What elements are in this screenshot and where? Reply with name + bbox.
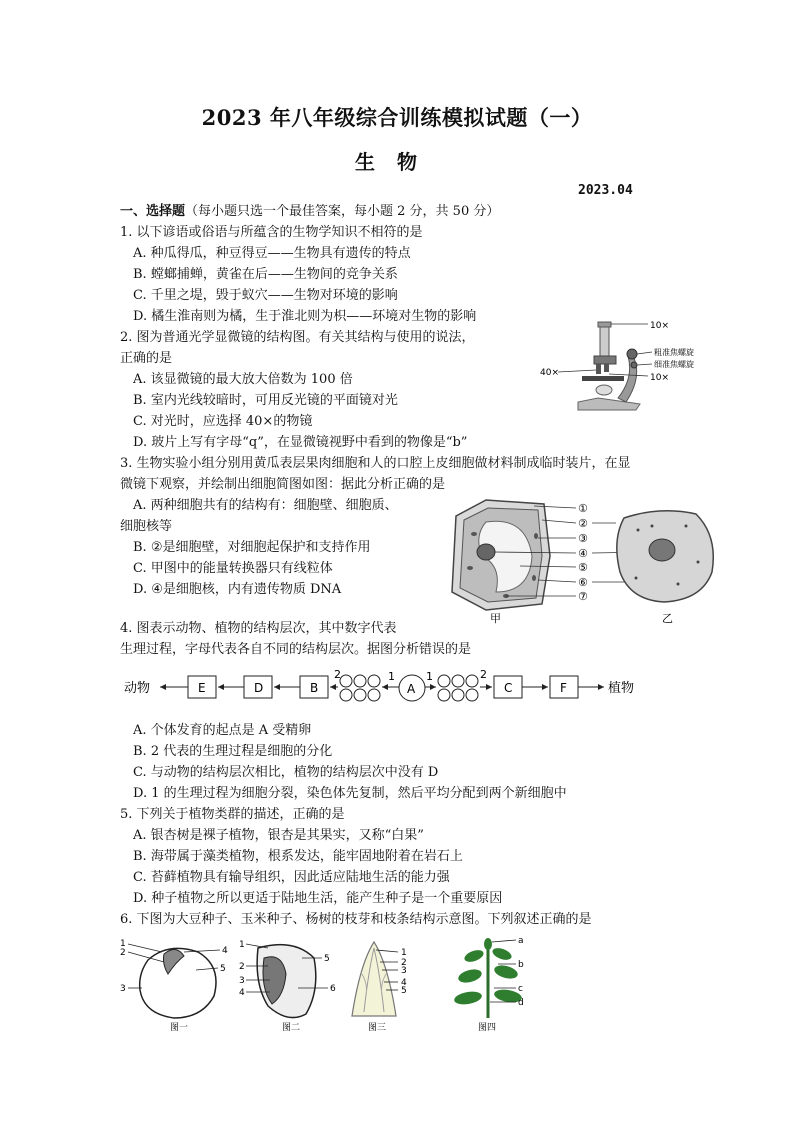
bud <box>352 942 396 1016</box>
section-heading <box>120 203 499 220</box>
num-2-left: 2 <box>334 668 341 681</box>
q1-stem: 1. 以下谚语或俗语与所蕴含的生物学知识不相符的是 <box>120 225 423 240</box>
cell-label-yi: 乙 <box>662 612 673 624</box>
q3-option-c: C. 甲图中的能量转换器只有线粒体 <box>133 561 333 576</box>
section-title: 一、选择题 <box>120 204 186 219</box>
eyepiece <box>598 322 611 327</box>
q5-stem: 5. 下列关于植物类群的描述，正确的是 <box>120 807 345 822</box>
cell-figure <box>446 496 726 624</box>
subject-title <box>0 146 794 175</box>
q4-option-b: B. 2 代表的生理过程是细胞的分化 <box>133 744 333 759</box>
cell-label-7: ⑦ <box>578 590 588 603</box>
chloroplast <box>534 533 538 539</box>
microscope-tube <box>600 326 609 356</box>
fine-knob <box>631 362 637 368</box>
q2-stem-line1: 2. 图为普通光学显微镜的结构图。有关其结构与使用的说法， <box>120 330 475 345</box>
mirror <box>596 385 612 395</box>
q2-option-d: D. 玻片上写有字母“q”，在显微镜视野中看到的物像是“b” <box>133 435 468 450</box>
box-b-label: B <box>310 681 319 695</box>
num-2-right: 2 <box>480 668 487 681</box>
fig3-num-5: 5 <box>401 986 407 996</box>
exam-date: 2023.04 <box>578 183 633 198</box>
box-d-label: D <box>254 681 264 695</box>
q4-stem-line1: 4. 图表示动物、植物的结构层次，其中数字代表 <box>120 621 397 636</box>
q2-option-b: B. 室内光线较暗时，可用反光镜的平面镜对光 <box>133 393 398 408</box>
q3-option-b: B. ②是细胞壁，对细胞起保护和支持作用 <box>133 540 371 555</box>
num-1-right: 1 <box>426 670 433 683</box>
q2-option-a: A. 该显微镜的最大放大倍数为 100 倍 <box>133 372 353 387</box>
cell-label-1: ① <box>578 502 588 515</box>
fig4-letter-d: d <box>518 998 524 1008</box>
fig1-num-4: 4 <box>222 946 228 956</box>
box-c-label: C <box>504 681 513 695</box>
microscope-base <box>578 398 640 410</box>
q3-stem-line2: 微镜下观察，并绘制出细胞简图如图：据此分析正确的是 <box>120 477 446 492</box>
fig4-letter-b: b <box>518 960 524 970</box>
fig3-num-2: 2 <box>401 958 407 968</box>
fig2-num-1: 1 <box>239 940 245 950</box>
microscope-figure <box>538 318 718 418</box>
objective-lens <box>596 364 601 374</box>
q4-option-d: D. 1 的生理过程为细胞分裂，染色体先复制，然后平均分配到两个新细胞中 <box>133 786 567 801</box>
fig2-num-2: 2 <box>239 962 245 972</box>
q5-option-b: B. 海带属于藻类植物，根系发达，能牢固地附着在岩石上 <box>133 849 463 864</box>
q5-option-a: A. 银杏树是裸子植物，银杏是其果实，又称“白果” <box>133 828 424 843</box>
label-coarse-knob: 粗准焦螺旋 <box>654 348 694 357</box>
box-f-label: F <box>560 681 567 695</box>
fig3-num-3: 3 <box>401 966 407 976</box>
cell-label-2: ② <box>578 517 588 530</box>
chloroplast <box>467 566 473 570</box>
q5-option-c: C. 苔藓植物具有输导组织，因此适应陆地生活的能力强 <box>133 870 450 885</box>
q1-option-b: B. 螳螂捕蝉，黄雀在后——生物间的竞争关系 <box>133 267 398 282</box>
label-fine-knob: 细准焦螺旋 <box>654 360 694 369</box>
fig1-num-1: 1 <box>120 939 126 949</box>
fig1-num-3: 3 <box>120 984 126 994</box>
q1-option-d: D. 橘生淮南则为橘，生于淮北则为枳——环境对生物的影响 <box>133 309 477 324</box>
fig2-num-5: 5 <box>324 954 330 964</box>
fig2-num-3: 3 <box>239 976 245 986</box>
q5-option-d: D. 种子植物之所以更适于陆地生活，能产生种子是一个重要原因 <box>133 891 503 906</box>
fig2-caption: 图二 <box>282 1023 301 1033</box>
cell-label-3: ③ <box>578 532 588 545</box>
label-animal: 动物 <box>124 681 151 696</box>
q4-stem-line2: 生理过程，字母代表各自不同的结构层次。据图分析错误的是 <box>120 642 472 657</box>
objective-lens <box>604 364 609 372</box>
cell-label-5: ⑤ <box>578 561 588 574</box>
nosepiece <box>594 356 616 364</box>
label-plant: 植物 <box>608 681 635 696</box>
terminal-bud <box>484 938 492 950</box>
fig3-caption: 图三 <box>368 1023 387 1033</box>
fig1-caption: 图一 <box>170 1023 189 1033</box>
circle-a-label: A <box>407 682 416 696</box>
q4-option-a: A. 个体发育的起点是 A 受精卵 <box>133 723 312 738</box>
fig3-num-1: 1 <box>401 948 407 958</box>
q4-option-c: C. 与动物的结构层次相比，植物的结构层次中没有 D <box>133 765 439 780</box>
q3-stem-line1: 3. 生物实验小组分别用黄瓜表层果肉细胞和人的口腔上皮细胞做材料制成临时装片，在显 <box>120 456 631 471</box>
fig3-num-4: 4 <box>401 978 407 988</box>
seed-figures <box>118 934 538 1034</box>
fig4-letter-c: c <box>518 984 523 994</box>
label-10x-top: 10× <box>650 321 669 331</box>
q3-option-a-line1: A. 两种细胞共有的结构有：细胞壁、细胞质、 <box>133 498 398 513</box>
label-10x-bottom: 10× <box>650 373 669 383</box>
q6-stem: 6. 下图为大豆种子、玉米种子、杨树的枝芽和枝条结构示意图。下列叙述正确的是 <box>120 912 592 927</box>
fig4-caption: 图四 <box>478 1023 497 1033</box>
q1-option-a: A. 种瓜得瓜，种豆得豆——生物具有遗传的特点 <box>133 246 411 261</box>
hierarchy-diagram <box>120 666 650 710</box>
fig1-num-2: 2 <box>120 948 126 958</box>
q3-option-a-line2: 细胞核等 <box>120 519 173 534</box>
exam-title: 2023 年八年级综合训练模拟试题（一） <box>201 105 593 130</box>
chloroplast <box>471 532 477 536</box>
cell-label-jia: 甲 <box>490 612 501 624</box>
subject-text: 生物 <box>355 150 439 174</box>
num-1-left: 1 <box>388 670 395 683</box>
q2-option-c: C. 对光时，应选择 40×的物镜 <box>133 414 313 429</box>
q1-option-c: C. 千里之堤，毁于蚁穴——生物对环境的影响 <box>133 288 398 303</box>
plant-nucleus <box>477 544 495 560</box>
coarse-knob <box>627 349 637 359</box>
fig2-num-4: 4 <box>239 988 245 998</box>
chloroplast <box>532 575 536 581</box>
fig1-num-5: 5 <box>220 964 226 974</box>
fig2-num-6: 6 <box>330 984 336 994</box>
section-note: （每小题只选一个最佳答案，每小题 2 分，共 50 分） <box>185 204 500 219</box>
cell-label-4: ④ <box>578 547 588 560</box>
box-e-label: E <box>198 681 206 695</box>
animal-nucleus <box>649 539 675 561</box>
q3-option-d: D. ④是细胞核，内有遗传物质 DNA <box>133 582 342 597</box>
q2-stem-line2: 正确的是 <box>120 351 173 366</box>
fig4-letter-a: a <box>518 936 524 946</box>
cell-label-6: ⑥ <box>578 576 588 589</box>
label-40x: 40× <box>540 368 559 378</box>
microscope-stage <box>582 376 624 381</box>
